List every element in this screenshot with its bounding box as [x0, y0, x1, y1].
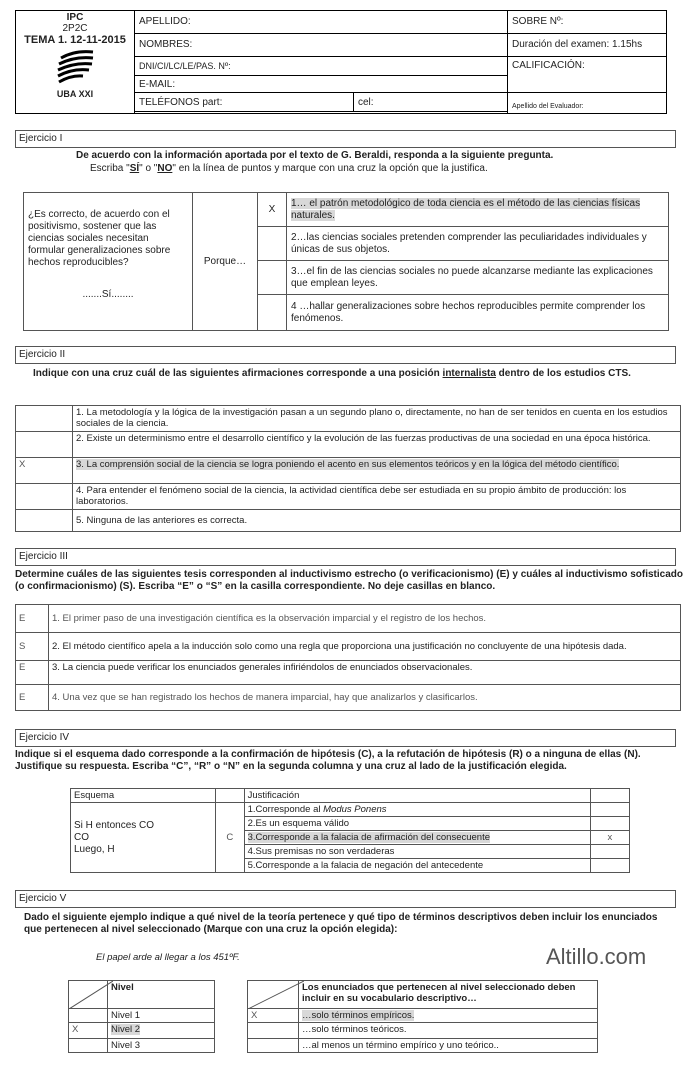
ex4-instruction: Indique si el esquema dado corresponde a la confirmación de hipótesis (C), a la refutación de hipótesis (R) o a ninguna de ellas (N). Justifique su respuesta. Escriba “C”, “R” o “N” en la segunda columna y una cruz al lado de la justificación elegida. [15, 749, 641, 772]
ex4-mark-5[interactable] [590, 859, 629, 873]
ex4-esquema [71, 803, 216, 873]
ex4-mark-1[interactable] [590, 803, 629, 817]
ex3-instruction: Determine cuáles de las siguientes tesis corresponden al inductivismo estrecho (o verificacionismo) (E) y cuáles al inductivismo sofisticado (o confirmacionismo) (S). Escriba “E” o “S” en la casilla correspondiente. No deje casillas en blanco. [15, 569, 683, 592]
ex1-question: ¿Es correcto, de acuerdo con el positivismo, sostener que las ciencias sociales necesitan formular generalizaciones sobre hechos reproducibles? [28, 209, 171, 268]
ex4-col-blank [216, 789, 245, 803]
ex5-gap [215, 1039, 248, 1053]
ex1-mark-3[interactable] [258, 261, 287, 295]
ex1-mark-1[interactable]: X [258, 193, 287, 227]
diagonal-line-icon [248, 981, 304, 1009]
ex4-just-1[interactable] [244, 803, 590, 817]
ex3-title-text: Ejercicio III [19, 551, 68, 562]
ex5-example: El papel arde al llegar a los 451ºF. [96, 952, 240, 963]
ex5-term-1-text: …solo términos empíricos. [302, 1010, 415, 1021]
ex5-nivel-2-text: Nivel 2 [111, 1024, 141, 1035]
ex1-mark-2[interactable] [258, 227, 287, 261]
ex1-si: SÍ [129, 163, 140, 174]
ex2-item-4[interactable]: 4. Para entender el fenómeno social de la ciencia, la actividad científica debe ser estudiada en su propio ámbito de producción: los laboratorios. [73, 484, 681, 510]
ex2-mark-1[interactable] [16, 406, 73, 432]
ex5-diag-2 [248, 981, 299, 1009]
ex1-mark-4[interactable] [258, 295, 287, 331]
ex1-table [23, 192, 669, 331]
ex3-row-3: 3. La ciencia puede verificar los enunciados generales infiriéndolos de enunciados observacionales. [49, 661, 681, 685]
ex3-row-4: 4. Una vez que se han registrado los hechos de manera imparcial, hay que analizarlos y clasificarlos. [49, 685, 681, 711]
ex5-nivel-2[interactable] [108, 1023, 215, 1039]
diagonal-line-icon [69, 981, 113, 1009]
ex5-col-enunc: Los enunciados que pertenecen al nivel seleccionado deben incluir en su vocabulario descriptivo… [299, 981, 598, 1009]
ex2-instruction [33, 368, 633, 380]
ex5-nivel-mark-2[interactable]: X [69, 1023, 108, 1039]
ex1-answer[interactable]: .......Sí........ [82, 289, 134, 300]
exam-tema: TEMA 1. 12-11-2015 [24, 34, 126, 46]
ex3-mark-4[interactable]: E [16, 685, 49, 711]
email-field[interactable]: E-MAIL: [135, 76, 508, 93]
ex5-nivel-mark-3[interactable] [69, 1039, 108, 1053]
ex1-option-1[interactable] [287, 193, 669, 227]
ex2-mark-4[interactable] [16, 484, 73, 510]
ex4-mark-2[interactable] [590, 817, 629, 831]
ex1-instr-a: Escriba " [90, 163, 130, 174]
ex2-item-3[interactable] [73, 458, 681, 484]
ex5-nivel-1[interactable]: Nivel 1 [108, 1009, 215, 1023]
ex4-esquema-3: Luego, H [74, 843, 115, 855]
duracion-label: Duración del examen: 1.15hs [508, 33, 667, 56]
altillo-watermark: Altillo.com [546, 944, 647, 969]
header-logo-cell [16, 11, 135, 114]
ex1-title-text: Ejercicio I [19, 133, 63, 144]
ex2-instr-a: Indique con una cruz cuál de las siguientes afirmaciones corresponde a una posición [33, 368, 443, 379]
header-spacer [135, 111, 508, 113]
ex5-term-2[interactable]: …solo términos teóricos. [299, 1023, 598, 1039]
ex2-title [15, 346, 676, 364]
ex4-just-5[interactable]: 5.Corresponde a la falacia de negación del antecedente [244, 859, 590, 873]
ex5-gap [215, 1023, 248, 1039]
ex1-instr-b: " o " [139, 163, 158, 174]
ex3-mark-3[interactable]: E [16, 661, 49, 685]
ex1-no: NO [157, 163, 173, 174]
ex5-term-mark-1[interactable]: X [248, 1009, 299, 1023]
ex2-table [15, 405, 681, 532]
ex4-title [15, 729, 676, 747]
ex5-term-1[interactable] [299, 1009, 598, 1023]
ex4-mark-4[interactable] [590, 845, 629, 859]
ex1-title [15, 130, 676, 148]
ex4-esquema-2: CO [74, 831, 89, 843]
ex5-title-text: Ejercicio V [19, 893, 67, 904]
ex5-nivel-3[interactable]: Nivel 3 [108, 1039, 215, 1053]
ex1-option-3[interactable]: 3…el fin de las ciencias sociales no puede alcanzarse mediante las explicaciones que emplean leyes. [287, 261, 669, 295]
ex3-row-1: 1. El primer paso de una investigación científica es la observación imparcial y el registro de los hechos. [49, 605, 681, 633]
ex5-title [15, 890, 676, 908]
ex4-just-1b: Modus Ponens [323, 804, 387, 815]
ex3-table [15, 604, 681, 711]
ex4-col-mark [590, 789, 629, 803]
ex1-instruction: De acuerdo con la información aportada por el texto de G. Beraldi, responda a la siguiente pregunta. [76, 150, 554, 161]
ex4-just-4[interactable]: 4.Sus premisas no son verdaderas [244, 845, 590, 859]
course-name: IPC [66, 12, 84, 23]
ex1-instruction-2 [90, 163, 690, 174]
ex4-title-text: Ejercicio IV [19, 732, 70, 743]
ex2-item-5[interactable]: 5. Ninguna de las anteriores es correcta. [73, 510, 681, 532]
ex5-nivel-mark-1[interactable] [69, 1009, 108, 1023]
ex5-term-mark-3[interactable] [248, 1039, 299, 1053]
course-code: 2P2C [62, 23, 88, 34]
ex2-mark-2[interactable] [16, 432, 73, 458]
ex2-item-1[interactable]: 1. La metodología y la lógica de la investigación pasan a un segundo plano o, directamente, no han de ser tenidos en cuenta en los estudios sociales de la ciencia. [73, 406, 681, 432]
ex2-item-2[interactable]: 2. Existe un determinismo entre el desarrollo científico y la evolución de las fuerzas productivas de una sociedad en una época histórica. [73, 432, 681, 458]
ex5-diag-1 [69, 981, 108, 1009]
ex5-gap [215, 981, 248, 1009]
ex5-gap [215, 1009, 248, 1023]
ex2-item-3-text: 3. La comprensión social de la ciencia se logra poniendo el acento en sus elementos teóricos y en la lógica del método científico. [76, 459, 620, 470]
ex4-col-just: Justificación [244, 789, 590, 803]
telefono-field[interactable]: TELÉFONOS part: [135, 93, 354, 111]
apellido-field[interactable]: APELLIDO: [135, 11, 508, 34]
ex4-answer[interactable]: C [216, 803, 245, 873]
ex4-mark-3[interactable]: x [590, 831, 629, 845]
logo-text: UBA XXI [56, 89, 94, 99]
ex4-table [70, 788, 630, 873]
ex4-just-3[interactable] [244, 831, 590, 845]
ex3-mark-2[interactable]: S [16, 633, 49, 661]
ex5-col-nivel: Nivel [108, 981, 215, 1009]
ex5-term-mark-2[interactable] [248, 1023, 299, 1039]
ex4-just-2[interactable]: 2.Es un esquema válido [244, 817, 590, 831]
ex1-porque: Porque… [193, 193, 258, 331]
ex1-option-1-text: 1… el patrón metodológico de toda ciencia es el método de las ciencias físicas naturales. [291, 197, 641, 221]
ex2-instr-u: internalista [442, 368, 496, 379]
ex2-instr-b: dentro de los estudios CTS. [495, 368, 631, 379]
ex4-esquema-1: Si H entonces CO [74, 819, 155, 831]
ex1-instr-c: " en la línea de puntos y marque con una cruz la opción que la justifica. [172, 163, 488, 174]
exam-header [15, 10, 667, 114]
ex2-title-text: Ejercicio II [19, 349, 66, 360]
ex2-mark-3[interactable]: X [16, 458, 73, 484]
ex3-row-2: 2. El método científico apela a la inducción solo como una regla que proporciona una justificación no concluyente de una hipótesis dada. [49, 633, 681, 661]
sobre-field[interactable]: SOBRE Nº: [508, 11, 667, 34]
ex5-term-3[interactable]: …al menos un término empírico y uno teórico.. [299, 1039, 598, 1053]
calificacion-field[interactable]: CALIFICACIÓN: [508, 56, 667, 93]
cel-field[interactable]: cel: [354, 93, 508, 111]
ex1-option-2[interactable]: 2…las ciencias sociales pretenden comprender las peculiaridades individuales y únicas de sus objetos. [287, 227, 669, 261]
ex5-instruction: Dado el siguiente ejemplo indique a qué nivel de la teoría pertenece y qué tipo de términos descriptivos deben incluir los enunciados que pertenecen al nivel seleccionado (Marque con una cruz la opción elegida): [24, 912, 658, 935]
uba-logo-icon [53, 48, 97, 86]
ex1-option-4[interactable]: 4 …hallar generalizaciones sobre hechos reproducibles permite comprender los fenómenos. [287, 295, 669, 331]
ex1-question-cell [24, 193, 193, 331]
ex4-just-1a: 1.Corresponde al [247, 804, 324, 815]
dni-field[interactable]: DNI/CI/LC/LE/PAS. Nº: [135, 56, 508, 75]
ex4-col-esquema: Esquema [71, 789, 216, 803]
ex2-mark-5[interactable] [16, 510, 73, 532]
evaluador-field[interactable]: Apellido del Evaluador: [508, 93, 667, 114]
ex3-title [15, 548, 676, 566]
ex4-just-3-text: 3.Corresponde a la falacia de afirmación del consecuente [247, 832, 491, 843]
ex3-mark-1[interactable]: E [16, 605, 49, 633]
nombres-field[interactable]: NOMBRES: [135, 33, 508, 56]
ex5-table [68, 980, 598, 1053]
